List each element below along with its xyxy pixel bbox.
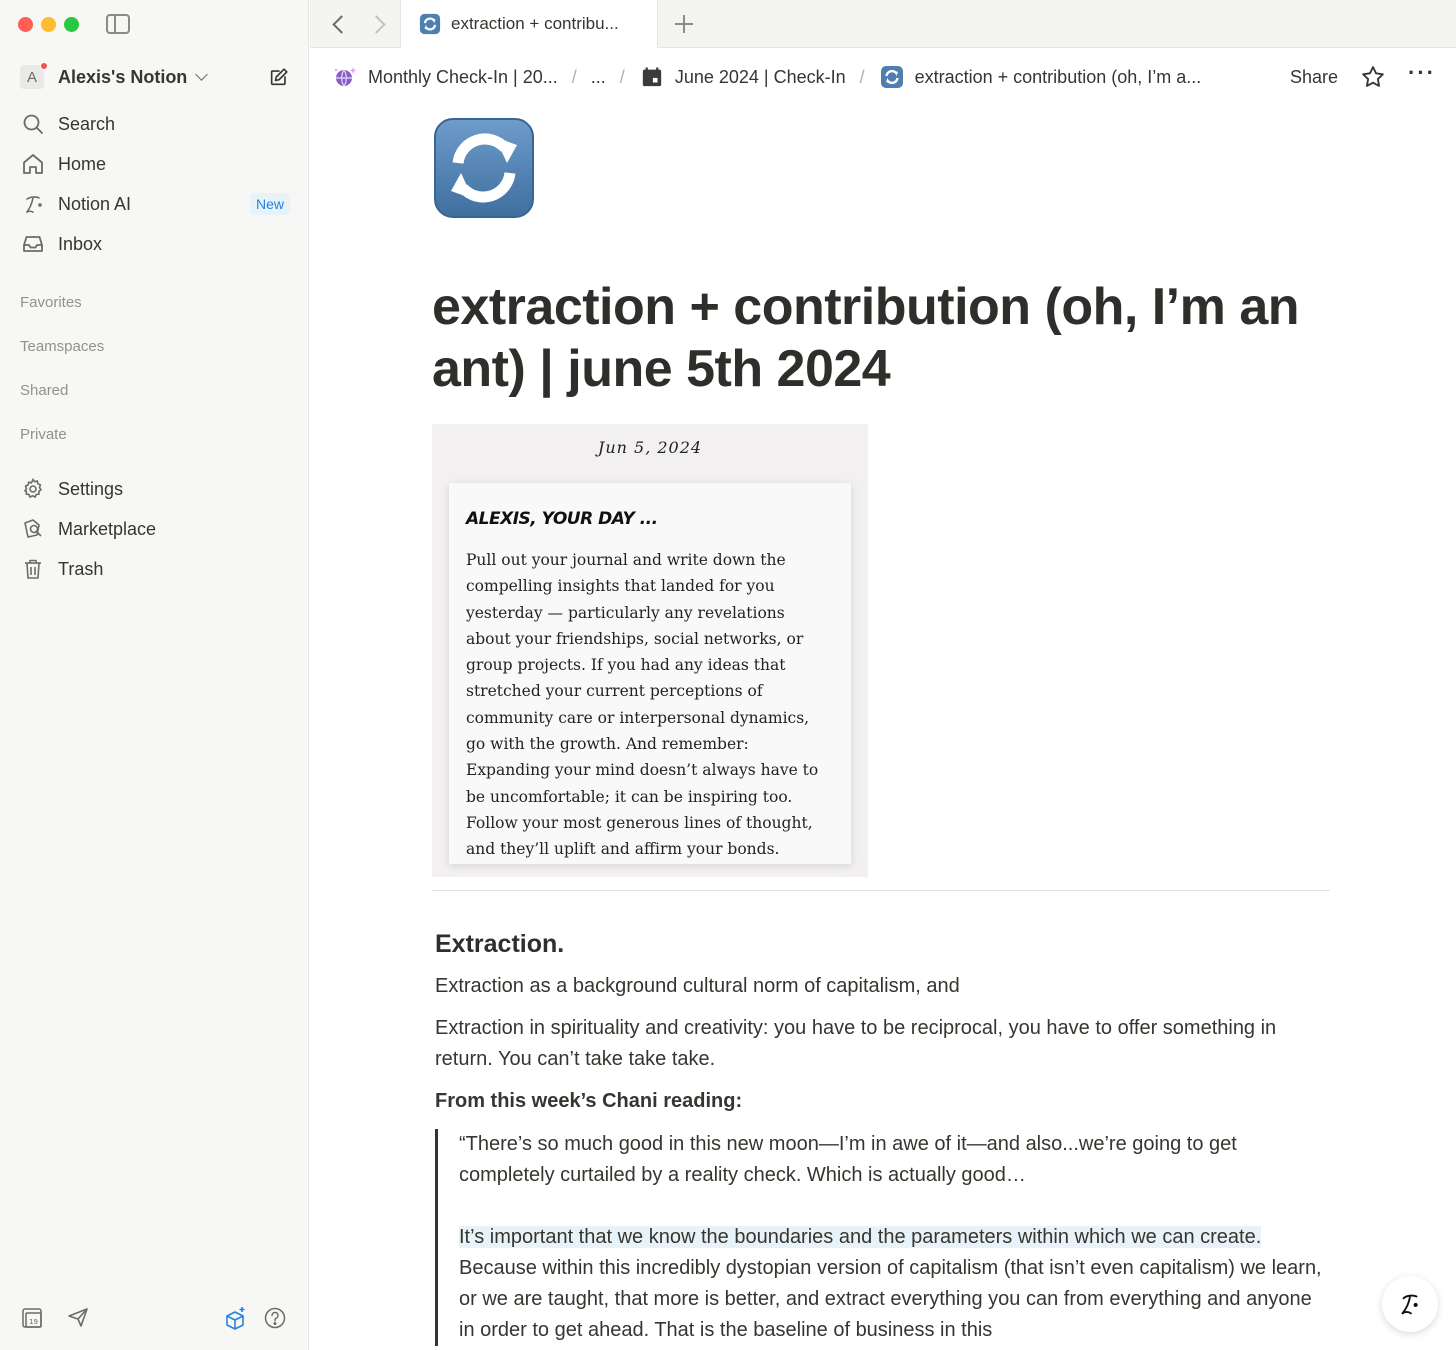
- paragraph-bold[interactable]: From this week’s Chani reading:: [435, 1090, 743, 1112]
- sidebar-bottom-nav: [12, 469, 290, 589]
- help-icon[interactable]: [262, 1305, 288, 1331]
- sidebar-item-label: Trash: [58, 558, 104, 579]
- journal-prompt-image[interactable]: [432, 424, 868, 877]
- tab-label: extraction + contribu...: [451, 14, 619, 33]
- sync-emoji-icon: [419, 13, 441, 35]
- breadcrumb-june-check-in[interactable]: [639, 64, 846, 90]
- sidebar: [0, 0, 309, 1350]
- breadcrumb-label: Monthly Check-In | 20...: [368, 66, 558, 87]
- history-nav: [328, 12, 390, 36]
- section-favorites[interactable]: Favorites: [20, 294, 82, 311]
- sidebar-item-notion-ai[interactable]: [12, 184, 290, 224]
- send-icon[interactable]: [66, 1305, 92, 1331]
- sidebar-item-inbox[interactable]: [12, 224, 290, 264]
- home-icon: [20, 151, 46, 177]
- sidebar-footer: [20, 1304, 288, 1332]
- notification-dot: [40, 62, 48, 70]
- sidebar-item-home[interactable]: [12, 144, 290, 184]
- inbox-icon: [20, 231, 46, 257]
- window-controls: [18, 17, 79, 32]
- chevron-down-icon: [195, 68, 208, 81]
- plus-icon[interactable]: [672, 12, 696, 36]
- workspace-avatar: [20, 65, 44, 89]
- section-private[interactable]: Private: [20, 426, 67, 443]
- divider: [432, 890, 1330, 891]
- minimize-window-button[interactable]: [41, 17, 56, 32]
- page-title[interactable]: extraction + contribution (oh, I’m an ant) | june 5th 2024: [432, 278, 1299, 398]
- sidebar-item-label: Notion AI: [58, 193, 132, 214]
- new-page-icon[interactable]: [268, 66, 290, 88]
- section-shared[interactable]: Shared: [20, 382, 69, 399]
- cube-sparkle-icon[interactable]: [222, 1305, 248, 1331]
- calendar-icon[interactable]: [20, 1305, 46, 1331]
- search-icon: [20, 111, 46, 137]
- notion-ai-icon: [20, 191, 46, 217]
- page-body: [435, 925, 1325, 1346]
- quote-paragraph: “There’s so much good in this new moon—I’m in awe of it—and also...we’re going to get completely curtailed by a reality check. Which is actually good…: [459, 1133, 1237, 1186]
- sidebar-nav: [12, 104, 290, 264]
- breadcrumb-label: June 2024 | Check-In: [674, 66, 846, 87]
- star-icon[interactable]: [1360, 64, 1386, 90]
- image-body: Pull out your journal and write down the compelling insights that landed for you yesterday — particularly any revelations about your friendships, social networks, or group projects. If you had any ideas that stretched your current perceptions of community care or interpersonal dynamics, go with the growth. And remember: Expanding your mind doesn’t always have to be uncomfortable; it can be inspiring too. Follow your most generous lines of thought, and they’ll uplift and affirm your bonds.: [466, 551, 819, 859]
- calendar-icon: [639, 64, 665, 90]
- share-button[interactable]: Share: [1289, 66, 1339, 87]
- sidebar-item-label: Marketplace: [58, 518, 157, 539]
- sidebar-item-label: Search: [58, 113, 116, 134]
- section-teamspaces[interactable]: Teamspaces: [20, 338, 105, 355]
- svg-text:19: 19: [29, 1318, 38, 1326]
- zoom-window-button[interactable]: [64, 17, 79, 32]
- image-card: [449, 483, 851, 864]
- notion-ai-button[interactable]: [1382, 1276, 1438, 1332]
- workspace-switcher[interactable]: [20, 62, 290, 92]
- paragraph[interactable]: Extraction in spirituality and creativity: you have to be reciprocal, you have to offer something in return. You can’t take take take.: [435, 1017, 1277, 1070]
- sidebar-item-trash[interactable]: [12, 549, 290, 589]
- back-arrow-icon[interactable]: [328, 12, 350, 36]
- breadcrumb-separator: /: [619, 66, 625, 87]
- sidebar-item-search[interactable]: [12, 104, 290, 144]
- sidebar-item-label: Settings: [58, 478, 124, 499]
- marketplace-icon: [20, 516, 46, 542]
- workspace-name: Alexis's Notion: [58, 66, 188, 87]
- paragraph[interactable]: Extraction as a background cultural norm of capitalism, and: [435, 975, 960, 997]
- breadcrumb-separator: /: [859, 66, 865, 87]
- forward-arrow-icon[interactable]: [368, 12, 390, 36]
- sidebar-item-settings[interactable]: [12, 469, 290, 509]
- highlighted-text: It’s important that we know the boundaries and the parameters within which we can create.: [459, 1226, 1262, 1248]
- breadcrumb-monthly-check-in[interactable]: [332, 64, 558, 90]
- tab-extraction[interactable]: [400, 0, 658, 48]
- breadcrumb-ellipsis[interactable]: [591, 67, 606, 88]
- breadcrumb-label: ...: [590, 66, 606, 87]
- quote-block[interactable]: [435, 1129, 1325, 1346]
- breadcrumb-current-page[interactable]: [879, 64, 1202, 90]
- more-options-button[interactable]: ···: [1408, 60, 1436, 85]
- sidebar-item-marketplace[interactable]: [12, 509, 290, 549]
- globe-sparkle-icon: [332, 64, 358, 90]
- sync-emoji-icon: [879, 64, 905, 90]
- sidebar-toggle-icon[interactable]: [106, 14, 130, 34]
- quote-paragraph: [459, 1222, 1325, 1346]
- image-date: Jun 5, 2024: [597, 438, 703, 457]
- breadcrumb-label: extraction + contribution (oh, I’m a...: [914, 66, 1202, 87]
- image-heading: ALEXIS, YOUR DAY ...: [466, 509, 658, 529]
- gear-icon: [20, 476, 46, 502]
- workspace-avatar-letter: A: [26, 68, 37, 86]
- trash-icon: [20, 556, 46, 582]
- quote-text: Because within this incredibly dystopian version of capitalism (that isn’t even capitalism) we learn, or we are taught, that more is better, and extract everything you can from everything and anyone in order to get ahead. That is the baseline of business in this: [459, 1257, 1322, 1341]
- close-window-button[interactable]: [18, 17, 33, 32]
- section-heading[interactable]: Extraction.: [435, 930, 565, 958]
- page-emoji-icon[interactable]: [433, 117, 535, 219]
- notion-ai-icon: [1395, 1289, 1425, 1319]
- page-header: [310, 49, 1456, 105]
- new-badge: New: [250, 193, 290, 215]
- sidebar-item-label: Inbox: [58, 233, 103, 254]
- sidebar-item-label: Home: [58, 153, 107, 174]
- tab-strip: [310, 0, 1456, 48]
- breadcrumb-separator: /: [571, 66, 577, 87]
